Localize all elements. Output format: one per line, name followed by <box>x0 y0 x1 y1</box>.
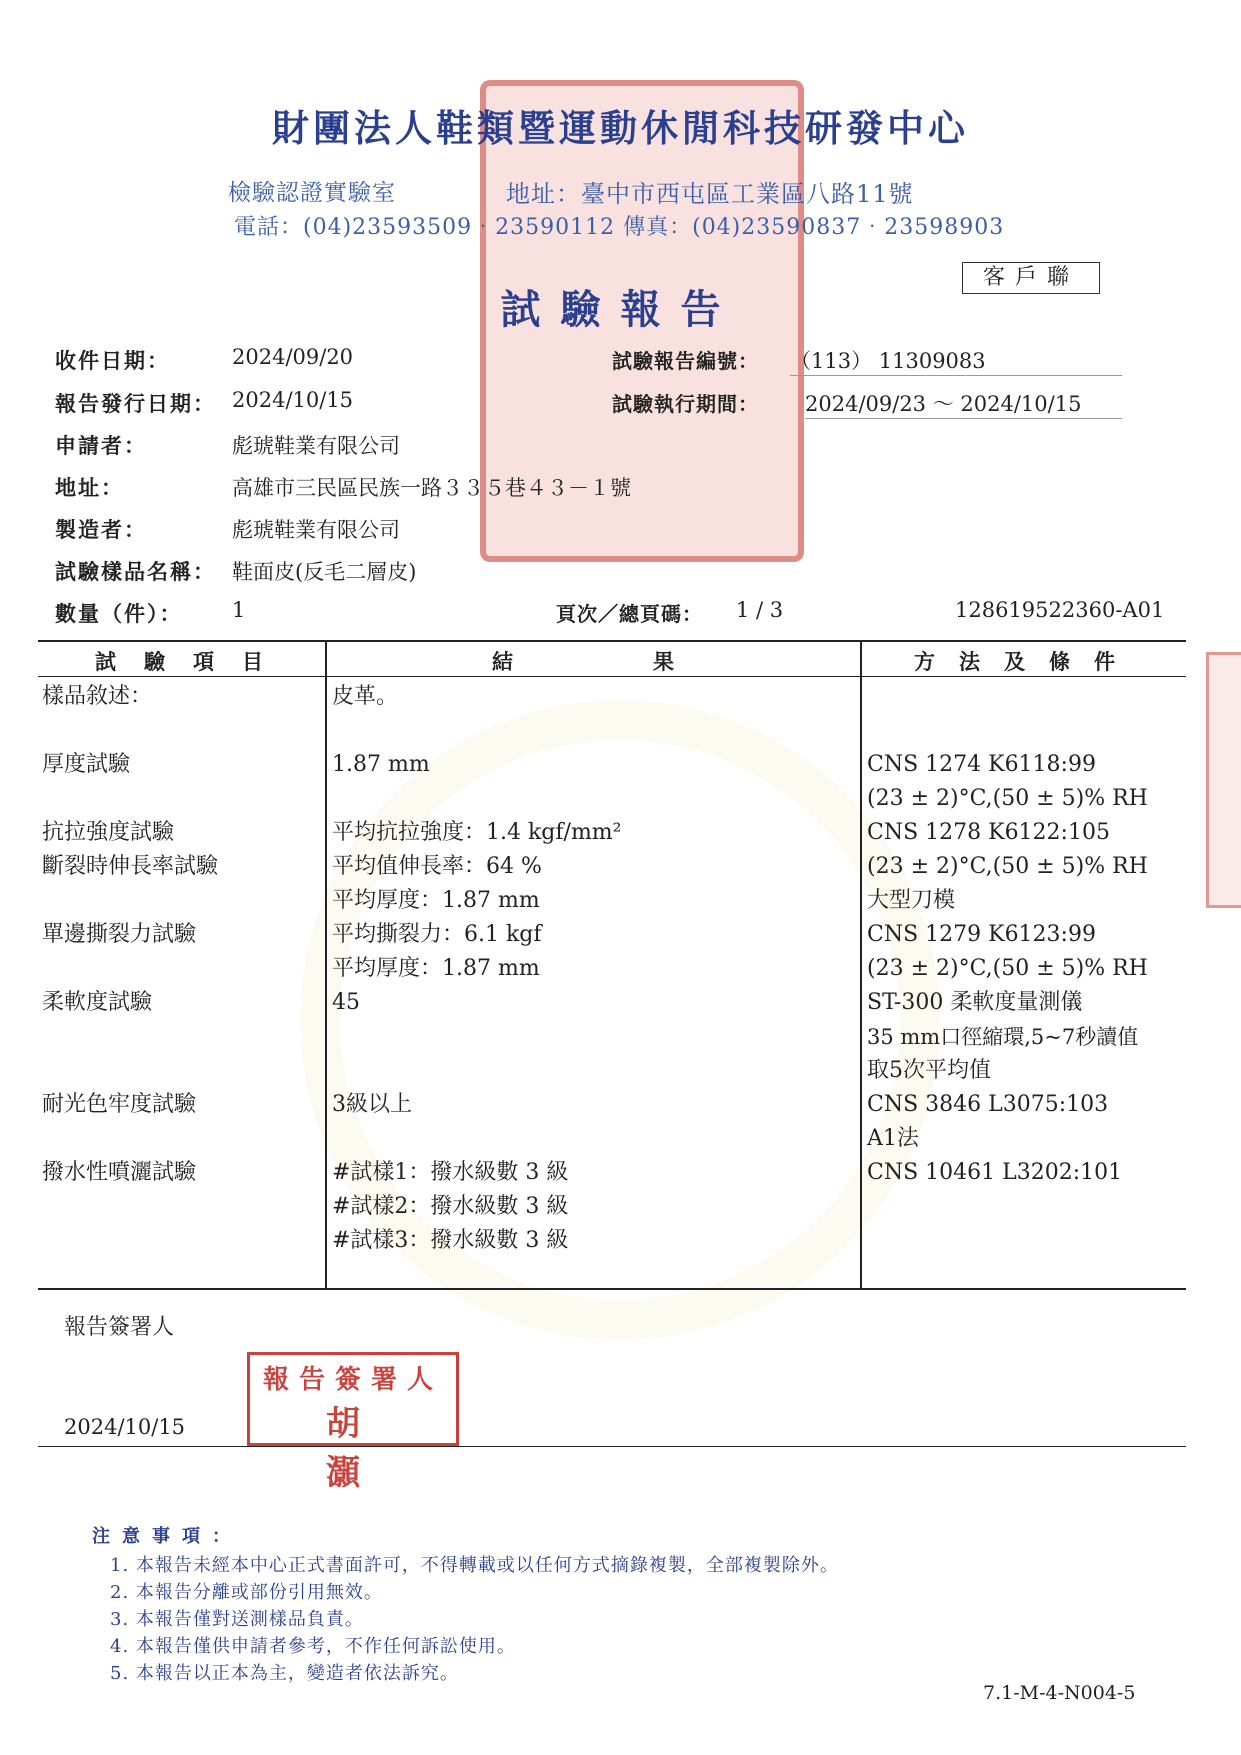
table-cell: CNS 3846 L3075:103 <box>867 1092 1109 1117</box>
table-cell: 1.87 mm <box>332 752 430 777</box>
sample-name-label: 試驗樣品名稱： <box>55 560 216 584</box>
form-code: 7.1-M-4-N004-5 <box>983 1682 1136 1704</box>
table-cell: #試樣1：撥水級數 3 級 <box>332 1160 569 1185</box>
page-label: 頁次／總頁碼： <box>556 602 703 626</box>
table-cell: 撥水性噴灑試驗 <box>42 1160 197 1185</box>
table-cell: 35 mm口徑縮環,5~7秒讀值 <box>867 1025 1139 1049</box>
table-cell: 平均值伸長率：64 % <box>332 854 542 879</box>
table-cell: CNS 1278 K6122:105 <box>867 820 1110 845</box>
copy-type-box: 客戶聯 <box>962 262 1100 294</box>
table-cell <box>42 952 322 986</box>
table-cell: 柔軟度試驗 <box>42 990 153 1015</box>
table-cell: 厚度試驗 <box>42 752 131 777</box>
table-cell: 平均撕裂力：6.1 kgf <box>332 922 542 947</box>
stamp-name: 胡 灝 <box>326 1404 488 1493</box>
sample-name: 鞋面皮(反毛二層皮) <box>232 560 417 584</box>
notes-title: 注意事項： <box>92 1526 242 1547</box>
maker-label: 製造者： <box>55 518 147 542</box>
receive-date-label: 收件日期： <box>55 349 170 373</box>
report-number: （113） 11309083 <box>790 345 1122 376</box>
table-cell: 單邊撕裂力試驗 <box>42 922 197 947</box>
methods-column <box>867 680 1182 1258</box>
table-cell <box>332 1054 852 1088</box>
table-cell <box>332 1122 852 1156</box>
address-label: 地址： <box>55 476 124 500</box>
test-period-label: 試驗執行期間： <box>612 392 759 416</box>
report-title: 試驗報告 <box>500 286 741 333</box>
page-number: 1 / 3 <box>736 598 784 622</box>
table-cell <box>867 680 1182 714</box>
table-column-divider <box>325 640 327 1290</box>
lab-name: 檢驗認證實驗室 <box>228 180 396 206</box>
table-cell: ST-300 柔軟度量測儀 <box>867 990 1083 1015</box>
table-cell <box>42 714 322 748</box>
table-cell: A1法 <box>867 1126 919 1151</box>
table-cell: (23 ± 2)°C,(50 ± 5)% RH <box>867 786 1148 811</box>
col-header-method: 方法及條件 <box>914 650 1139 674</box>
table-cell: CNS 1279 K6123:99 <box>867 922 1096 947</box>
table-cell: 皮革。 <box>332 684 399 709</box>
table-cell <box>42 884 322 918</box>
col-header-item: 試驗項目 <box>95 650 291 674</box>
table-cell <box>332 714 852 748</box>
note-item: 3. 本報告僅對送測樣品負責。 <box>110 1609 364 1630</box>
note-item: 1. 本報告未經本中心正式書面許可，不得轉載或以任何方式摘錄複製，全部複製除外。 <box>110 1555 839 1576</box>
lab-phone: 電話：(04)23593509‧23590112 傳真：(04)23590837‧23598903 <box>234 215 1005 240</box>
table-cell: #試樣3：撥水級數 3 級 <box>332 1228 569 1253</box>
table-header-border <box>38 676 1186 677</box>
table-cell: 大型刀模 <box>867 888 956 913</box>
signature-date: 2024/10/15 <box>64 1415 186 1439</box>
table-cell: 平均厚度：1.87 mm <box>332 956 540 981</box>
maker: 彪琥鞋業有限公司 <box>232 518 400 542</box>
table-cell: 樣品敘述： <box>42 684 153 709</box>
table-column-divider <box>860 640 862 1290</box>
test-period: 2024/09/23 ～ 2024/10/15 <box>805 388 1122 419</box>
table-cell <box>42 1224 322 1258</box>
table-cell: (23 ± 2)°C,(50 ± 5)% RH <box>867 956 1148 981</box>
stamp-title: 報告簽署人 <box>262 1365 443 1395</box>
table-top-border <box>38 640 1186 642</box>
issue-date: 2024/10/15 <box>232 388 354 412</box>
table-cell: #試樣2：撥水級數 3 級 <box>332 1194 569 1219</box>
test-items-column <box>42 680 322 1258</box>
applicant: 彪琥鞋業有限公司 <box>232 434 400 458</box>
col-header-result: 結果 <box>492 650 814 674</box>
signature-border <box>38 1446 1186 1447</box>
table-cell <box>42 782 322 816</box>
table-cell: 抗拉強度試驗 <box>42 820 175 845</box>
document-code: 128619522360-A01 <box>955 598 1165 622</box>
table-cell <box>42 1054 322 1088</box>
table-bottom-border <box>38 1288 1186 1290</box>
applicant-label: 申請者： <box>55 434 147 458</box>
table-cell: CNS 1274 K6118:99 <box>867 752 1096 777</box>
table-cell: 平均厚度：1.87 mm <box>332 888 540 913</box>
note-item: 2. 本報告分離或部份引用無效。 <box>110 1582 383 1603</box>
table-cell <box>867 714 1182 748</box>
perforation-seal <box>1206 652 1241 908</box>
notes-list <box>110 1552 1110 1687</box>
table-cell: 斷裂時伸長率試驗 <box>42 854 219 879</box>
table-cell <box>867 1224 1182 1258</box>
table-cell: 45 <box>332 990 360 1015</box>
signatory-stamp <box>247 1352 488 1493</box>
table-cell: 取5次平均值 <box>867 1058 991 1083</box>
table-cell: 耐光色牢度試驗 <box>42 1092 197 1117</box>
table-cell <box>42 1122 322 1156</box>
table-cell: CNS 10461 L3202:101 <box>867 1160 1123 1185</box>
report-number-label: 試驗報告編號： <box>612 349 759 373</box>
quantity: 1 <box>232 598 246 622</box>
note-item: 4. 本報告僅供申請者參考，不作任何訴訟使用。 <box>110 1636 516 1657</box>
table-cell <box>42 1020 322 1054</box>
applicant-address: 高雄市三民區民族一路３３５巷４３－１號 <box>232 476 631 500</box>
receive-date: 2024/09/20 <box>232 345 354 369</box>
table-cell <box>42 1190 322 1224</box>
table-cell <box>332 782 852 816</box>
table-cell <box>867 1190 1182 1224</box>
table-cell: 3級以上 <box>332 1092 412 1117</box>
quantity-label: 數量（件）： <box>55 602 183 626</box>
lab-address: 地址：臺中市西屯區工業區八路11號 <box>506 180 914 208</box>
table-cell <box>332 1020 852 1054</box>
organization-name: 財團法人鞋類暨運動休閒科技研發中心 <box>272 107 969 150</box>
signatory-label: 報告簽署人 <box>64 1315 175 1340</box>
table-cell: 平均抗拉強度：1.4 kgf/mm² <box>332 820 622 845</box>
issue-date-label: 報告發行日期： <box>55 392 216 416</box>
note-item: 5. 本報告以正本為主，變造者依法訴究。 <box>110 1663 459 1684</box>
table-cell: (23 ± 2)°C,(50 ± 5)% RH <box>867 854 1148 879</box>
results-column <box>332 680 852 1258</box>
